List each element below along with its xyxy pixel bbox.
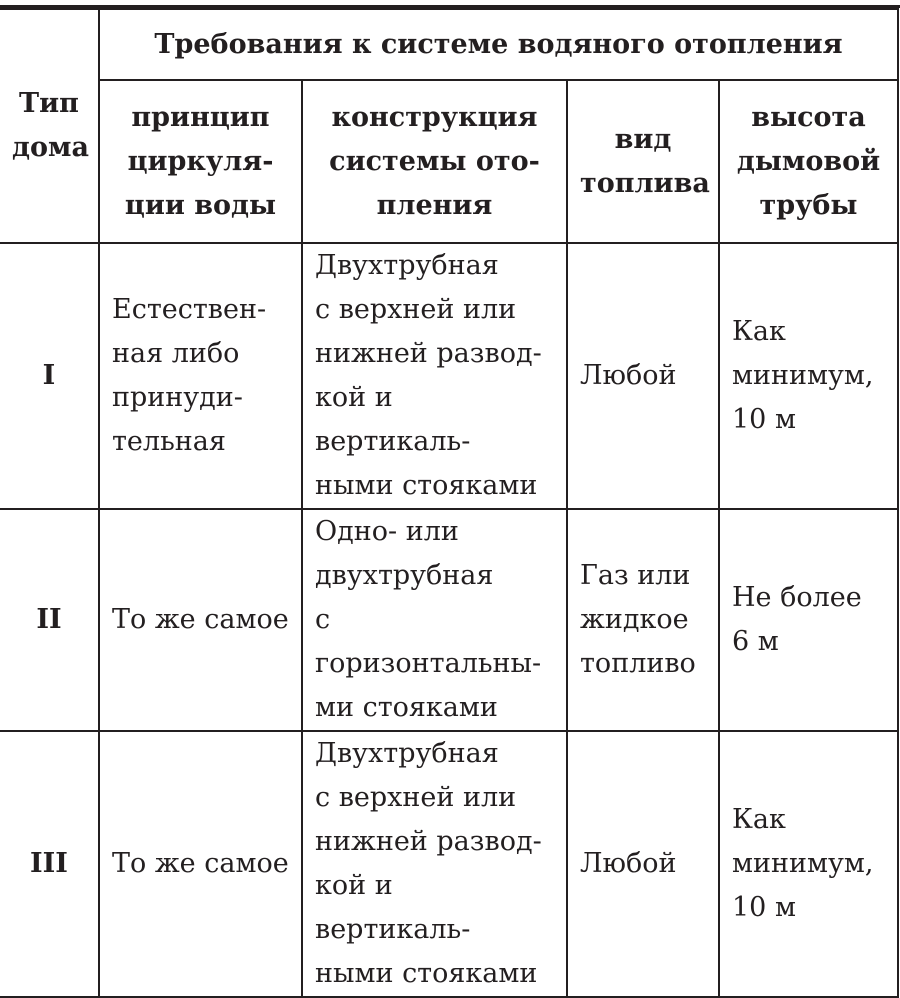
row-chimney-height: Как минимум, 10 м (719, 243, 898, 509)
row-fuel: Любой (567, 243, 719, 509)
table-row (0, 731, 898, 997)
top-rule (0, 0, 900, 8)
row-construction: Одно- или двухтрубная с горизонтальны- ми стояками (302, 509, 567, 731)
header-construction: конструкция системы ото- пления (302, 80, 567, 243)
row-house-type: II (0, 509, 99, 731)
row-circulation: Естествен- ная либо принуди- тельная (99, 243, 302, 509)
header-house-type: Тип дома (0, 9, 99, 243)
row-house-type: III (0, 731, 99, 997)
header-chimney-height: высота дымовой трубы (719, 80, 898, 243)
table-row (0, 243, 898, 509)
header-circulation: принцип циркуля- ции воды (99, 80, 302, 243)
heating-requirements-table (0, 8, 899, 998)
row-house-type: I (0, 243, 99, 509)
header-row-group (0, 9, 898, 80)
header-fuel: вид топлива (567, 80, 719, 243)
header-row-columns (0, 80, 898, 243)
row-fuel: Любой (567, 731, 719, 997)
row-circulation: То же самое (99, 509, 302, 731)
row-construction: Двухтрубная с верхней или нижней развод- кой и вертикаль- ными стояками (302, 731, 567, 997)
table-row (0, 509, 898, 731)
row-chimney-height: Не более 6 м (719, 509, 898, 731)
row-circulation: То же самое (99, 731, 302, 997)
row-fuel: Газ или жидкое топливо (567, 509, 719, 731)
row-construction: Двухтрубная с верхней или нижней развод- кой и вертикаль- ными стояками (302, 243, 567, 509)
row-chimney-height: Как минимум, 10 м (719, 731, 898, 997)
header-requirements-group: Требования к системе водяного отопления (99, 9, 898, 80)
